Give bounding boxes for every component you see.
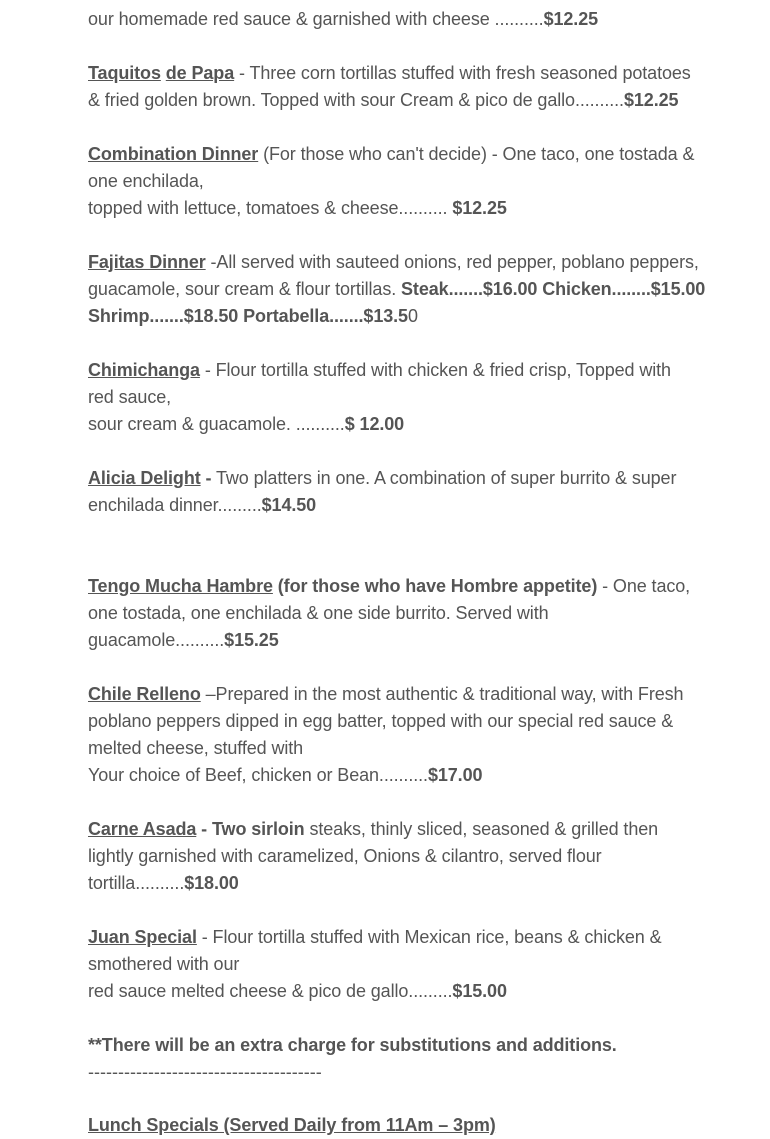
- item-description-line: [88, 735, 303, 762]
- item-name: Chile Relleno: [88, 684, 201, 704]
- item-description-line: [88, 762, 482, 789]
- item-price: $12.25: [543, 9, 599, 29]
- item-price: $18.00: [184, 873, 239, 893]
- menu-item-taquitos: [88, 60, 691, 87]
- item-name: Alicia Delight: [88, 468, 201, 488]
- item-description-line: [88, 87, 678, 114]
- menu-item-alicia-delight: [88, 465, 676, 492]
- item-description: red sauce melted cheese & pico de gallo.........: [88, 981, 453, 1001]
- item-name: Juan Special: [88, 927, 197, 947]
- item-description: red sauce,: [88, 387, 172, 407]
- item-name: Tengo Mucha Hambre: [88, 576, 273, 596]
- item-description-line: [88, 600, 549, 627]
- menu-item-previous-tail: [88, 6, 598, 33]
- item-description: Your choice of Beef, chicken or Bean..........: [88, 765, 428, 785]
- item-description: - One taco,: [597, 576, 691, 596]
- item-description-line: [88, 708, 673, 735]
- item-description-line: [88, 303, 418, 330]
- item-description: sour cream & guacamole. ..........: [88, 414, 345, 434]
- item-name: Carne Asada: [88, 819, 197, 839]
- item-price: Shrimp.......$18.50 Portabella.......$13.5: [88, 306, 408, 326]
- item-subtitle: (for those who have Hombre appetite): [272, 576, 598, 596]
- item-description-line: [88, 195, 507, 222]
- item-description: -All served with sauteed onions, red pepper, poblano peppers,: [205, 252, 699, 272]
- item-name: Fajitas Dinner: [88, 252, 206, 272]
- item-description: topped with lettuce, tomatoes & cheese..........: [88, 198, 453, 218]
- item-price: $12.25: [623, 90, 679, 110]
- item-description: - Three corn tortillas stuffed with fresh seasoned potatoes: [234, 63, 691, 83]
- menu-item-chimichanga: [88, 357, 671, 384]
- menu-item-tengo-mucha-hambre: [88, 573, 690, 600]
- item-price-tail: 0: [407, 306, 418, 326]
- item-price: Steak.......$16.00 Chicken........$15.00: [401, 279, 706, 299]
- item-description: (For those who can't decide) - One taco, one tostada &: [258, 144, 695, 164]
- menu-item-combination: [88, 141, 694, 168]
- item-description: one tostada, one enchilada & one side burrito. Served with: [88, 603, 549, 623]
- item-description: guacamole..........: [88, 630, 225, 650]
- item-description-line: [88, 951, 239, 978]
- item-description: –Prepared in the most authentic & traditional way, with Fresh: [200, 684, 684, 704]
- item-price: $14.50: [261, 495, 317, 515]
- item-description: enchilada dinner.........: [88, 495, 262, 515]
- item-description-line: [88, 843, 602, 870]
- item-price: $ 12.00: [344, 414, 405, 434]
- divider: ---------------------------------------: [88, 1062, 322, 1082]
- item-description: one enchilada,: [88, 171, 204, 191]
- item-description-line: [88, 870, 239, 897]
- item-description-line: [88, 978, 507, 1005]
- item-price: $17.00: [427, 765, 483, 785]
- substitution-note: **There will be an extra charge for substitutions and additions.: [88, 1035, 617, 1055]
- item-description: poblano peppers dipped in egg batter, topped with our special red sauce &: [88, 711, 674, 731]
- item-description-line: [88, 384, 171, 411]
- item-description: tortilla..........: [88, 873, 185, 893]
- item-name: Combination Dinner: [88, 144, 259, 164]
- item-description: - Flour tortilla stuffed with Mexican rice, beans & chicken &: [196, 927, 662, 947]
- item-description: melted cheese, stuffed with: [88, 738, 304, 758]
- menu-item-juan-special: [88, 924, 662, 951]
- item-description: guacamole, sour cream & flour tortillas.: [88, 279, 402, 299]
- item-description: - Flour tortilla stuffed with chicken & fried crisp, Topped with: [199, 360, 671, 380]
- menu-item-fajitas: [88, 249, 699, 276]
- item-price: $15.00: [452, 981, 507, 1001]
- item-description: our homemade red sauce & garnished with cheese ..........: [88, 9, 544, 29]
- item-subtitle: - Two sirloin: [196, 819, 305, 839]
- item-description: lightly garnished with caramelized, Onions & cilantro, served flour: [88, 846, 602, 866]
- item-description-line: [88, 492, 316, 519]
- item-description: smothered with our: [88, 954, 240, 974]
- section-heading: Lunch Specials (Served Daily from 11Am – 3pm): [88, 1115, 496, 1135]
- item-description-line: [88, 276, 705, 303]
- item-separator: -: [200, 468, 212, 488]
- item-description-line: [88, 168, 204, 195]
- item-price: $12.25: [452, 198, 507, 218]
- item-description: Two platters in one. A combination of super burrito & super: [211, 468, 677, 488]
- item-description: steaks, thinly sliced, seasoned & grilled then: [304, 819, 659, 839]
- item-name-part: de Papa: [165, 63, 235, 83]
- item-description-line: [88, 411, 404, 438]
- item-description-line: [88, 627, 279, 654]
- item-price: $15.25: [224, 630, 279, 650]
- menu-item-chile-relleno: [88, 681, 683, 708]
- item-description: & fried golden brown. Topped with sour Cream & pico de gallo..........: [88, 90, 624, 110]
- item-name: Taquitos: [88, 63, 161, 83]
- menu-item-carne-asada: [88, 816, 658, 843]
- item-name: Chimichanga: [88, 360, 200, 380]
